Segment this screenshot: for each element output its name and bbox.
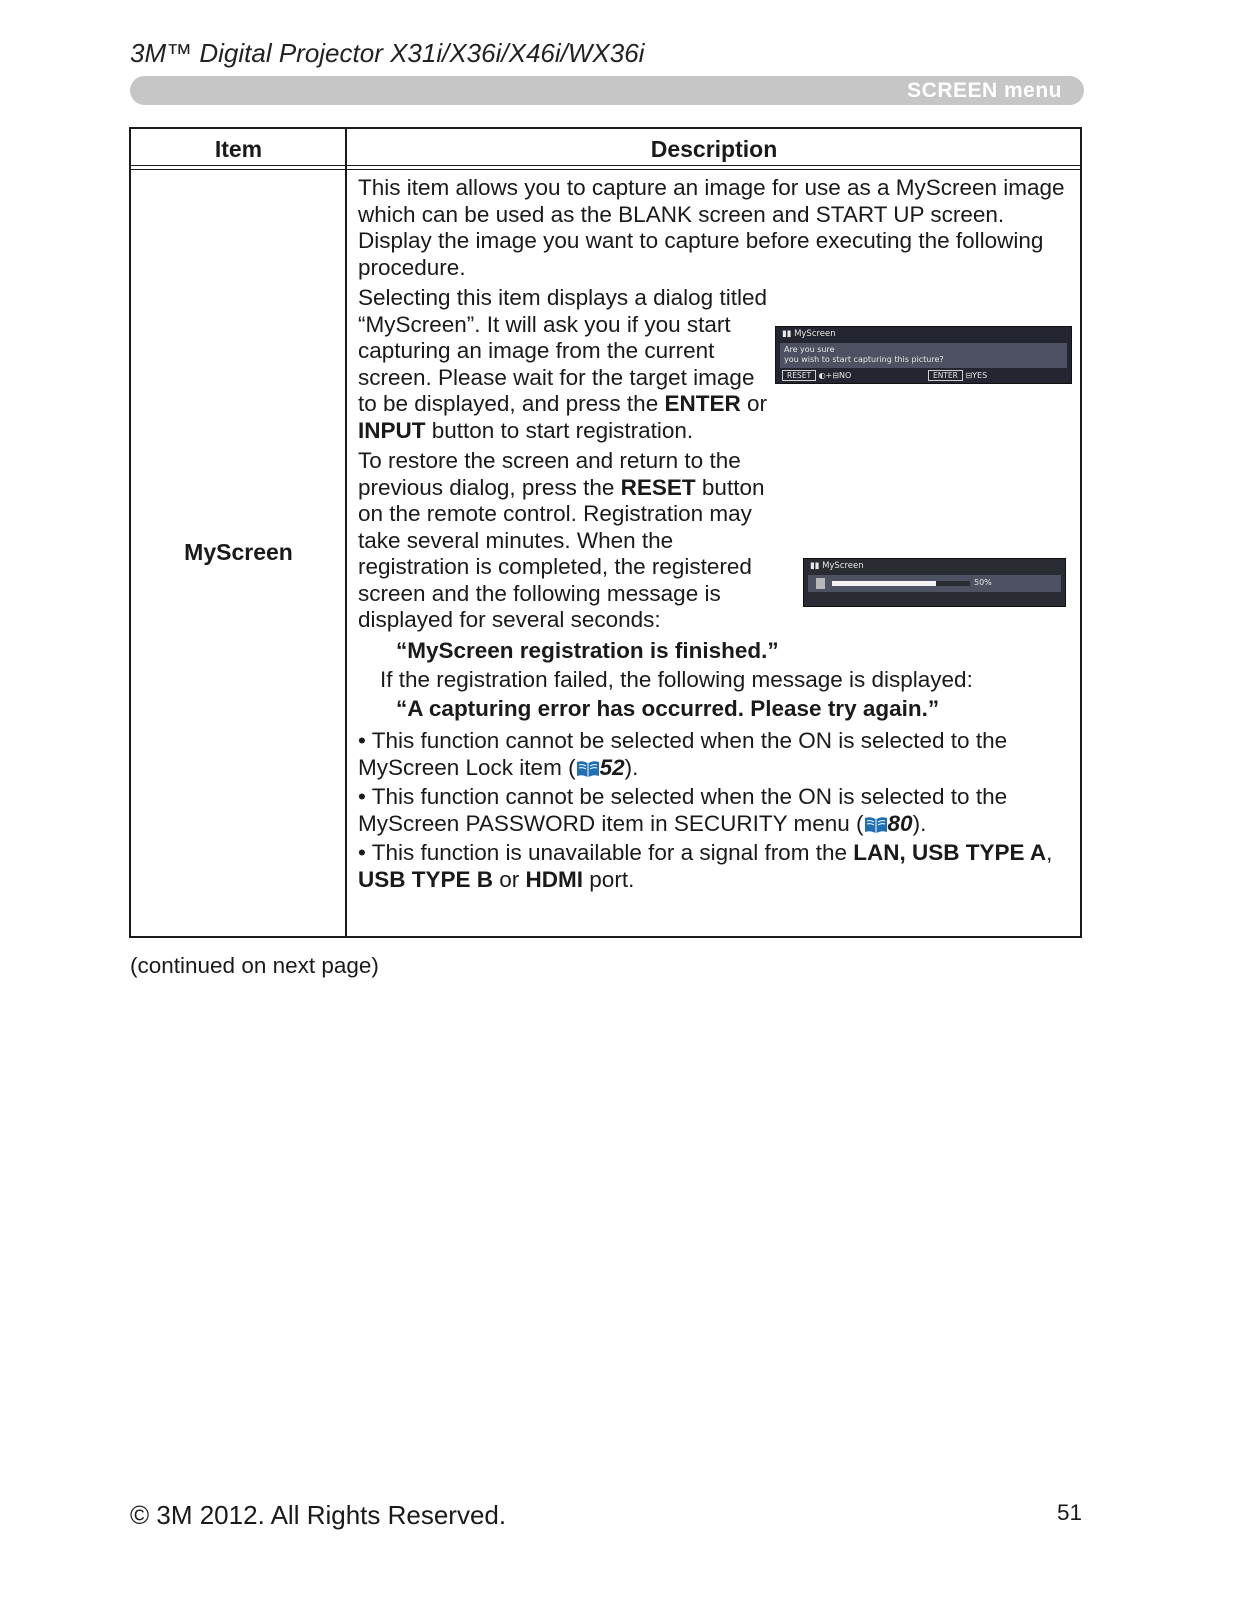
enter-key-text: ENTER	[664, 391, 741, 416]
page-number: 51	[1057, 1500, 1083, 1525]
book-icon	[864, 814, 888, 841]
text-run: • This function cannot be selected when the ON is selected to the MyScreen PASSWORD item in SECURITY menu (	[358, 784, 1008, 836]
text-run: Selecting this item displays a dialog titled “MyScreen”. It will ask you if you start capturing an image from the current screen. Please wait for the target image to be displayed, and press the	[358, 285, 767, 416]
dialog-title-text: MyScreen	[822, 561, 864, 571]
yes-option	[928, 370, 987, 381]
finished-message: “MyScreen registration is finished.”	[396, 637, 779, 663]
column-header-description: Description	[650, 136, 778, 162]
column-divider	[345, 129, 347, 936]
port-name-text: USB TYPE B	[358, 866, 494, 892]
input-key-text: INPUT	[358, 417, 426, 443]
failed-paragraph: If the registration failed, the following message is displayed:	[380, 667, 973, 692]
reset-key: RESET	[782, 370, 816, 381]
menu-table	[129, 127, 1082, 938]
reset-key-text: RESET	[620, 474, 696, 500]
dialog-paragraph	[358, 285, 778, 444]
dialog-message-line: you wish to start capturing this picture?	[784, 355, 944, 364]
column-header-item: Item	[214, 136, 263, 162]
text-run: button on the remote control. Registration may take several minutes. When the registration is completed, the registered screen and the following message is displayed for several seconds:	[358, 474, 765, 632]
dialog-title	[782, 329, 836, 339]
confirm-dialog-screenshot	[775, 326, 1072, 384]
document-title: 3M™ Digital Projector X31i/X36i/X46i/WX36i	[130, 38, 645, 68]
progress-row	[808, 575, 1061, 592]
book-icon	[576, 758, 600, 785]
dialog-title-text: MyScreen	[794, 329, 836, 339]
continued-note: (continued on next page)	[130, 953, 379, 978]
text-run: button to start registration.	[425, 417, 694, 443]
no-option	[782, 370, 851, 381]
header-rule-top	[131, 165, 1080, 166]
menu-icon: ▮▮	[782, 329, 795, 339]
note-item	[358, 840, 1074, 893]
dialog-message	[780, 343, 1067, 368]
item-name-cell: MyScreen	[184, 539, 293, 565]
page-reference[interactable]: 52	[599, 754, 625, 780]
notes-list	[358, 728, 1074, 893]
enter-arrow-icon: ⊟	[965, 371, 973, 380]
port-names-text: LAN, USB TYPE A	[853, 840, 1047, 865]
note-item	[358, 728, 1074, 784]
yes-label: YES	[972, 371, 988, 380]
copyright: © 3M 2012. All Rights Reserved.	[130, 1500, 507, 1530]
dialog-title	[810, 561, 864, 571]
text-run: or	[493, 866, 526, 892]
text-run: ).	[912, 810, 927, 836]
text-run: ).	[624, 754, 639, 780]
section-label: SCREEN menu	[907, 79, 1062, 102]
port-name-text: HDMI	[525, 866, 584, 892]
text-run: To restore the screen and return to the previous dialog, press the	[358, 448, 741, 500]
intro-paragraph: This item allows you to capture an image for use as a MyScreen image which can be used as the BLANK screen and START UP screen. Display the image you want to capture before executing the following procedure.	[358, 175, 1065, 280]
progress-dialog-screenshot	[803, 558, 1066, 607]
enter-key: ENTER	[928, 370, 963, 381]
hourglass-icon	[816, 578, 825, 589]
dialog-message-line: Are you sure	[784, 345, 835, 354]
progress-track	[832, 581, 970, 586]
no-label: NO	[838, 371, 852, 380]
error-message: “A capturing error has occurred. Please try again.”	[396, 695, 940, 721]
wrapped-text-block	[358, 285, 778, 634]
menu-icon: ▮▮	[810, 561, 823, 571]
note-item	[358, 784, 1074, 840]
restore-paragraph	[358, 448, 778, 634]
text-run: • This function is unavailable for a signal from the	[358, 840, 854, 865]
text-run: or	[740, 391, 767, 416]
header-rule-bottom	[131, 169, 1080, 170]
progress-fill	[832, 581, 936, 586]
progress-percent: 50%	[974, 578, 992, 587]
description-cell	[358, 175, 1074, 893]
page-reference[interactable]: 80	[887, 810, 913, 836]
text-run: port.	[583, 866, 635, 892]
text-run: ,	[1046, 840, 1053, 865]
arrow-keys-icon: ◐+⊟	[818, 371, 839, 380]
section-bar	[130, 76, 1084, 105]
text-run: • This function cannot be selected when the ON is selected to the MyScreen Lock item (	[358, 728, 1008, 780]
